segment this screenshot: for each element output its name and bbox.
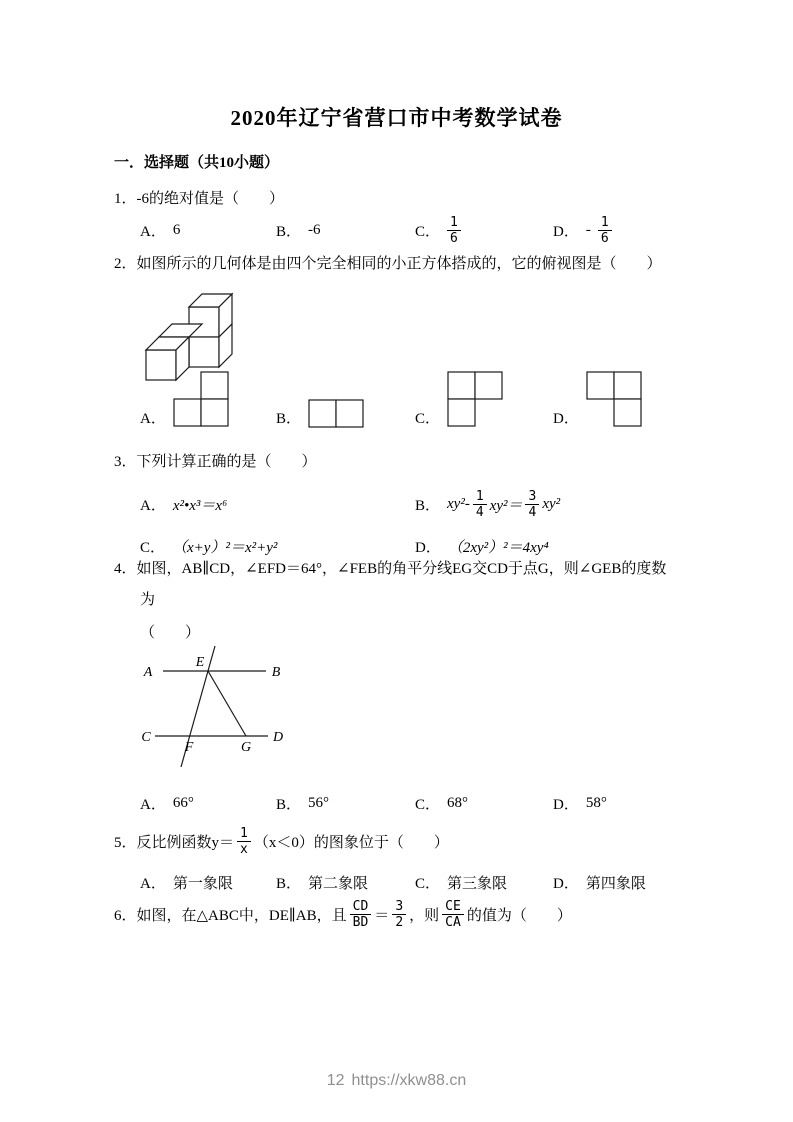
q5-option-a	[140, 868, 233, 896]
fraction-numerator: CE	[442, 899, 464, 915]
q5-option-a-value: 第一象限	[172, 875, 233, 892]
q4-option-b	[276, 790, 329, 816]
q5-option-c-label: C．	[415, 875, 441, 892]
fraction-numerator: 1	[447, 215, 461, 231]
q1-option-d-fraction	[598, 215, 612, 246]
q3-option-b-expression-post: xy²	[542, 495, 561, 512]
fraction-denominator: 6	[600, 230, 609, 246]
q3-stem: 3．下列计算正确的是（ ）	[114, 454, 317, 470]
fraction-denominator: 6	[450, 230, 458, 246]
q4-option-d-label: D．	[553, 796, 579, 813]
q6-fraction-3-2	[392, 899, 406, 930]
q2-option-b	[276, 366, 365, 428]
point-label-A: A	[143, 665, 153, 680]
q5-stem	[114, 822, 449, 860]
q6-fraction-ce-ca	[442, 899, 464, 930]
point-label-E: E	[195, 655, 205, 670]
q4-stem-line3: （ ）	[140, 625, 201, 641]
q4-stem-line1: 4．如图，AB∥CD，∠EFD＝64°，∠FEB的角平分线EG交CD于点G，则∠GEB的度数	[114, 561, 667, 577]
q2-option-c-label: C．	[415, 411, 441, 427]
point-label-F: F	[184, 740, 194, 755]
point-label-C: C	[141, 730, 151, 745]
q1-option-a-value: 6	[172, 221, 181, 238]
q4-option-c	[415, 790, 468, 816]
q5-option-b-value: 第二象限	[308, 875, 369, 892]
point-label-G: G	[240, 740, 252, 755]
q2-option-d-topview-figure	[586, 371, 643, 428]
q5-stem-pre: 5．反比例函数y＝	[114, 834, 235, 851]
q4-option-c-value: 68°	[447, 794, 469, 811]
fraction-numerator: 1	[237, 826, 251, 842]
q4-option-a	[140, 790, 194, 816]
q3-option-c-expression: （x+y）²＝x²+y²	[172, 539, 278, 556]
q2-option-a-topview-figure	[173, 371, 230, 428]
q2-stem: 2．如图所示的几何体是由四个完全相同的小正方体搭成的，它的俯视图是（ ）	[114, 256, 662, 272]
fraction-numerator: 1	[473, 489, 487, 505]
fraction-numerator: 3	[525, 489, 539, 505]
q2-option-c-topview-figure	[447, 371, 504, 428]
q2-option-d-label: D．	[553, 411, 579, 427]
q2-option-a	[140, 366, 230, 428]
q1-option-a	[140, 212, 180, 248]
fraction-denominator: 4	[475, 504, 484, 520]
fraction-denominator: 4	[528, 504, 537, 520]
fraction-denominator: 2	[395, 914, 404, 930]
q5-option-d-label: D．	[553, 875, 579, 892]
q5-option-b	[276, 868, 368, 896]
q2-option-c	[415, 366, 504, 428]
q4-option-a-label: A．	[140, 796, 166, 813]
q2-option-d	[553, 366, 643, 428]
q4-option-a-value: 66°	[172, 794, 194, 811]
q2-option-b-label: B．	[276, 411, 302, 427]
q3-option-b-label: B．	[415, 497, 441, 514]
q3-option-d-label: D．	[415, 539, 441, 556]
q3-option-d-expression: （2xy²）²＝4xy⁴	[447, 539, 549, 556]
q1-stem: 1．-6的绝对值是（ ）	[114, 191, 284, 207]
q4-stem-line2: 为	[140, 592, 156, 608]
q2-option-b-topview-figure	[308, 399, 365, 428]
q1-option-a-label: A．	[140, 223, 166, 240]
q5-fraction	[237, 826, 251, 857]
point-label-D: D	[272, 730, 284, 745]
q3-option-b-expression-mid: xy²＝	[489, 497, 523, 514]
q5-option-d	[553, 868, 646, 896]
q4-option-d	[553, 790, 607, 816]
q3-option-b	[415, 486, 560, 522]
q6-stem-post: 的值为（ ）	[466, 907, 572, 924]
q3-option-c	[140, 532, 277, 560]
bisector-EG	[208, 671, 246, 736]
point-label-B: B	[271, 665, 281, 680]
page-footer	[0, 1072, 793, 1090]
q1-option-c	[415, 212, 461, 248]
q6-fraction-cd-bd	[350, 899, 372, 930]
q3-option-d	[415, 532, 549, 560]
fraction-numerator: 1	[598, 215, 612, 231]
q1-option-b	[276, 212, 321, 248]
q3-option-b-expression-pre: xy²-	[447, 495, 470, 512]
q4-option-d-value: 58°	[585, 794, 607, 811]
q2-option-a-label: A．	[140, 411, 166, 427]
q6-stem	[114, 894, 572, 934]
q5-stem-post: （x＜0）的图象位于（ ）	[253, 834, 449, 851]
q5-option-a-label: A．	[140, 875, 166, 892]
footer-page-number: 12	[326, 1072, 345, 1089]
q3-option-b-fraction-1	[473, 489, 487, 520]
fraction-numerator: 3	[392, 899, 406, 915]
q6-stem-mid: ，则	[409, 907, 440, 924]
q3-option-a	[140, 486, 227, 522]
fraction-denominator: x	[240, 841, 248, 857]
q6-stem-pre: 6．如图，在△ABC中，DE∥AB，且	[114, 907, 347, 924]
q1-option-b-value: -6	[308, 221, 321, 238]
q3-option-b-fraction-2	[525, 489, 539, 520]
q5-option-d-value: 第四象限	[585, 875, 646, 892]
q4-option-b-label: B．	[276, 796, 302, 813]
q4-parallel-lines-figure	[138, 644, 288, 772]
fraction-denominator: BD	[352, 914, 369, 930]
footer-url: https://xkw88.cn	[351, 1072, 467, 1089]
q4-option-b-value: 56°	[308, 794, 330, 811]
q3-option-a-expression: x²•x³＝x⁶	[172, 497, 228, 514]
q1-option-d-label: D．	[553, 223, 579, 240]
q1-option-c-fraction	[447, 215, 461, 246]
section-heading: 一．选择题（共10小题）	[114, 155, 280, 171]
q6-stem-equals: ＝	[374, 907, 390, 924]
q5-option-c	[415, 868, 507, 896]
q3-option-a-label: A．	[140, 497, 166, 514]
q1-option-d-sign: -	[585, 221, 591, 238]
q1-option-b-label: B．	[276, 223, 302, 240]
fraction-denominator: CA	[445, 914, 461, 930]
page-title: 2020年辽宁省营口市中考数学试卷	[230, 106, 563, 130]
q3-option-c-label: C．	[140, 539, 166, 556]
q4-option-c-label: C．	[415, 796, 441, 813]
q1-option-d	[553, 212, 612, 248]
q5-option-b-label: B．	[276, 875, 302, 892]
fraction-numerator: CD	[350, 899, 372, 915]
q1-option-c-label: C．	[415, 223, 441, 240]
q5-option-c-value: 第三象限	[447, 875, 508, 892]
